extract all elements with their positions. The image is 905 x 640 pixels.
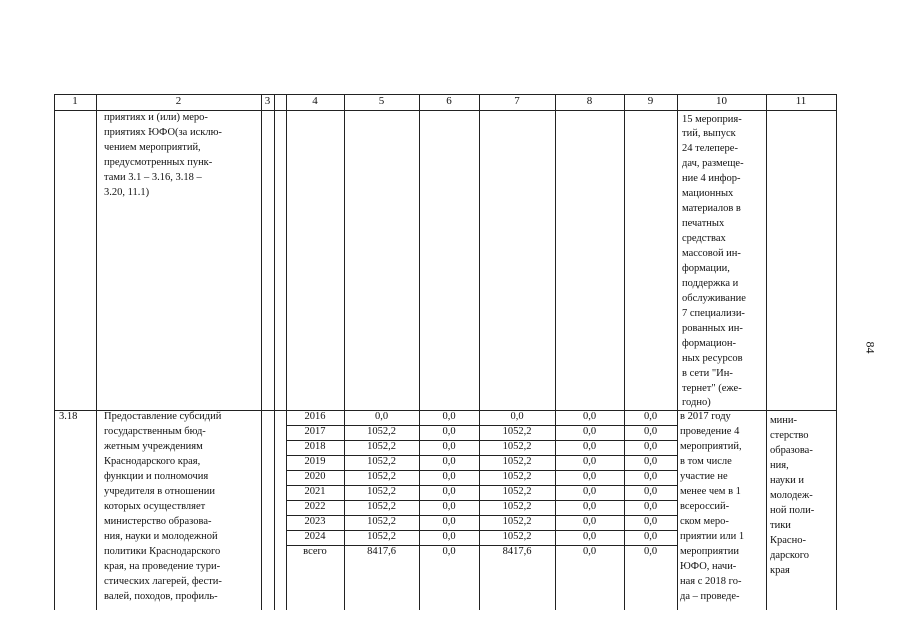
text-line: Краснодарского края, [104,456,201,467]
col-line [261,94,262,610]
value-cell: 1052,2 [502,516,532,527]
text-line: ных ресурсов [682,353,743,364]
text-line: ние 4 инфор- [682,173,741,184]
text-line: 7 специализи- [682,308,745,319]
value-cell: 1052,2 [502,471,532,482]
text-line: ной поли- [770,505,815,516]
value-cell: 0,0 [442,471,456,482]
text-line: обслуживание [682,293,746,304]
text-line: образова- [770,445,813,456]
total-cell: 8417,6 [367,546,396,557]
value-cell: 0,0 [442,516,456,527]
value-cell: 1052,2 [502,426,532,437]
text-line: годно) [682,397,711,408]
value-cell: 1052,2 [502,456,532,467]
text-line: валей, походов, профиль- [104,591,218,602]
header-cell: 5 [378,95,385,107]
text-line: дач, размеще- [682,158,744,169]
text-line: дарского [770,550,810,561]
text-line: политики Краснодарского [104,546,221,557]
col-line [766,94,767,610]
text-line: стерство [770,430,809,441]
text-line: науки и [770,475,804,486]
value-cell: 1052,2 [367,426,396,437]
text-line: в том числе [680,456,732,467]
value-cell: 0,0 [582,501,597,512]
value-cell: 0,0 [442,501,456,512]
col-line [677,94,678,610]
year-cell: 2016 [304,411,326,422]
value-cell: 1052,2 [367,456,396,467]
text-line: стических лагерей, фести- [104,576,222,587]
text-line: менее чем в 1 [680,486,741,497]
text-line: государственным бюд- [104,426,206,437]
text-line: функции и полномочия [104,471,209,482]
text-line: формации, [682,263,730,274]
text-line: мини- [770,415,797,426]
text-line: материалов в [682,203,741,214]
value-cell: 0,0 [643,441,658,452]
value-cell: 0,0 [442,456,456,467]
row-number: 3.18 [59,411,78,422]
text-line: мероприятий, [680,441,742,452]
text-line: мационных [682,188,734,199]
text-line: которых осуществляет [104,501,206,512]
value-cell: 0,0 [643,501,658,512]
value-cell: 1052,2 [502,531,532,542]
header-cell: 9 [647,95,654,107]
header-cell: 11 [795,95,807,107]
value-cell: 1052,2 [367,516,396,527]
text-line: тики [770,520,791,531]
value-cell: 0,0 [643,411,658,422]
text-line: массовой ин- [682,248,741,259]
year-cell: 2021 [304,486,326,497]
header-cell: 8 [586,95,593,107]
value-cell: 0,0 [582,441,597,452]
total-cell: 0,0 [643,546,658,557]
text-line: ная с 2018 го- [680,576,742,587]
page-number: 84 [863,341,878,354]
value-cell: 0,0 [643,486,658,497]
text-line: края [770,565,790,576]
table-border-right [836,94,837,610]
text-line: проведение 4 [680,426,740,437]
text-line: мероприятии [680,546,739,557]
value-cell: 0,0 [442,531,456,542]
total-cell: 0,0 [442,546,456,557]
value-cell: 1052,2 [367,471,396,482]
text-line: приятии или 1 [680,531,745,542]
text-line: средствах [682,233,726,244]
text-line: Предоставление субсидий [104,411,222,422]
text-line: 15 мероприя- [682,114,742,125]
value-cell: 0,0 [643,426,658,437]
value-cell: 1052,2 [367,531,396,542]
value-cell: 0,0 [582,456,597,467]
year-cell: 2017 [304,426,326,437]
text-line: молодеж- [770,490,813,501]
text-line: министерство образова- [104,516,212,527]
text-line: края, на проведение тури- [104,561,221,572]
value-cell: 1052,2 [502,486,532,497]
total-label: всего [303,546,327,557]
program-table [54,94,837,610]
header-cell: 10 [716,95,727,107]
value-cell: 0,0 [510,411,524,422]
text-line: предусмотренных пунк- [104,157,213,168]
value-cell: 0,0 [582,516,597,527]
year-cell: 2024 [304,531,326,542]
text-line: тами 3.1 – 3.16, 3.18 – [104,172,202,183]
col-line [274,94,275,610]
year-cell: 2019 [304,456,326,467]
value-cell: 0,0 [643,456,658,467]
text-line: всероссий- [680,501,730,512]
total-cell: 8417,6 [502,546,532,557]
value-cell: 0,0 [442,411,456,422]
text-line: формацион- [682,338,736,349]
year-cell: 2022 [304,501,326,512]
text-line: ния, науки и молодежной [104,531,218,542]
value-cell: 0,0 [643,471,658,482]
header-cell: 1 [72,95,78,107]
value-cell: 0,0 [643,531,658,542]
text-line: ЮФО, начи- [680,561,737,572]
value-cell: 0,0 [582,411,597,422]
header-cell: 4 [312,95,318,107]
text-line: тернет" (еже- [682,383,742,394]
text-line: в сети "Ин- [682,368,733,379]
value-cell: 0,0 [374,411,389,422]
value-cell: 1052,2 [367,441,396,452]
header-cell: 3 [264,95,271,107]
header-cell: 6 [446,95,452,107]
text-line: чением мероприятий, [104,142,201,153]
text-line: приятиях ЮФО(за исклю- [104,127,222,138]
text-line: поддержка и [682,278,739,289]
year-cell: 2018 [304,441,326,452]
text-line: Красно- [770,535,806,546]
text-line: печатных [682,218,725,229]
value-cell: 0,0 [582,471,597,482]
value-cell: 0,0 [442,426,456,437]
total-cell: 0,0 [582,546,597,557]
text-line: тий, выпуск [682,128,736,139]
value-cell: 0,0 [582,486,597,497]
text-line: да – проведе- [680,591,740,602]
text-line: 24 телепере- [682,143,738,154]
text-line: в 2017 году [680,411,731,422]
text-line: 3.20, 11.1) [104,187,150,198]
year-cell: 2020 [304,471,326,482]
text-line: приятиях и (или) меро- [104,112,208,123]
table-border-left [54,94,55,610]
text-line: участие не [680,471,728,482]
header-cell: 2 [175,95,182,107]
col-line [96,94,97,610]
year-cell: 2023 [304,516,326,527]
value-cell: 1052,2 [502,441,532,452]
value-cell: 0,0 [643,516,658,527]
text-line: ния, [770,460,789,471]
value-cell: 1052,2 [367,486,396,497]
text-line: учредителя в отношении [104,486,215,497]
value-cell: 0,0 [582,531,597,542]
header-cell: 7 [514,95,520,107]
text-line: рованных ин- [682,323,743,334]
value-cell: 1052,2 [367,501,396,512]
text-line: ском меро- [680,516,729,527]
value-cell: 0,0 [442,441,456,452]
text-line: жетным учреждениям [104,441,203,452]
value-cell: 0,0 [442,486,456,497]
value-cell: 1052,2 [502,501,532,512]
value-cell: 0,0 [582,426,597,437]
